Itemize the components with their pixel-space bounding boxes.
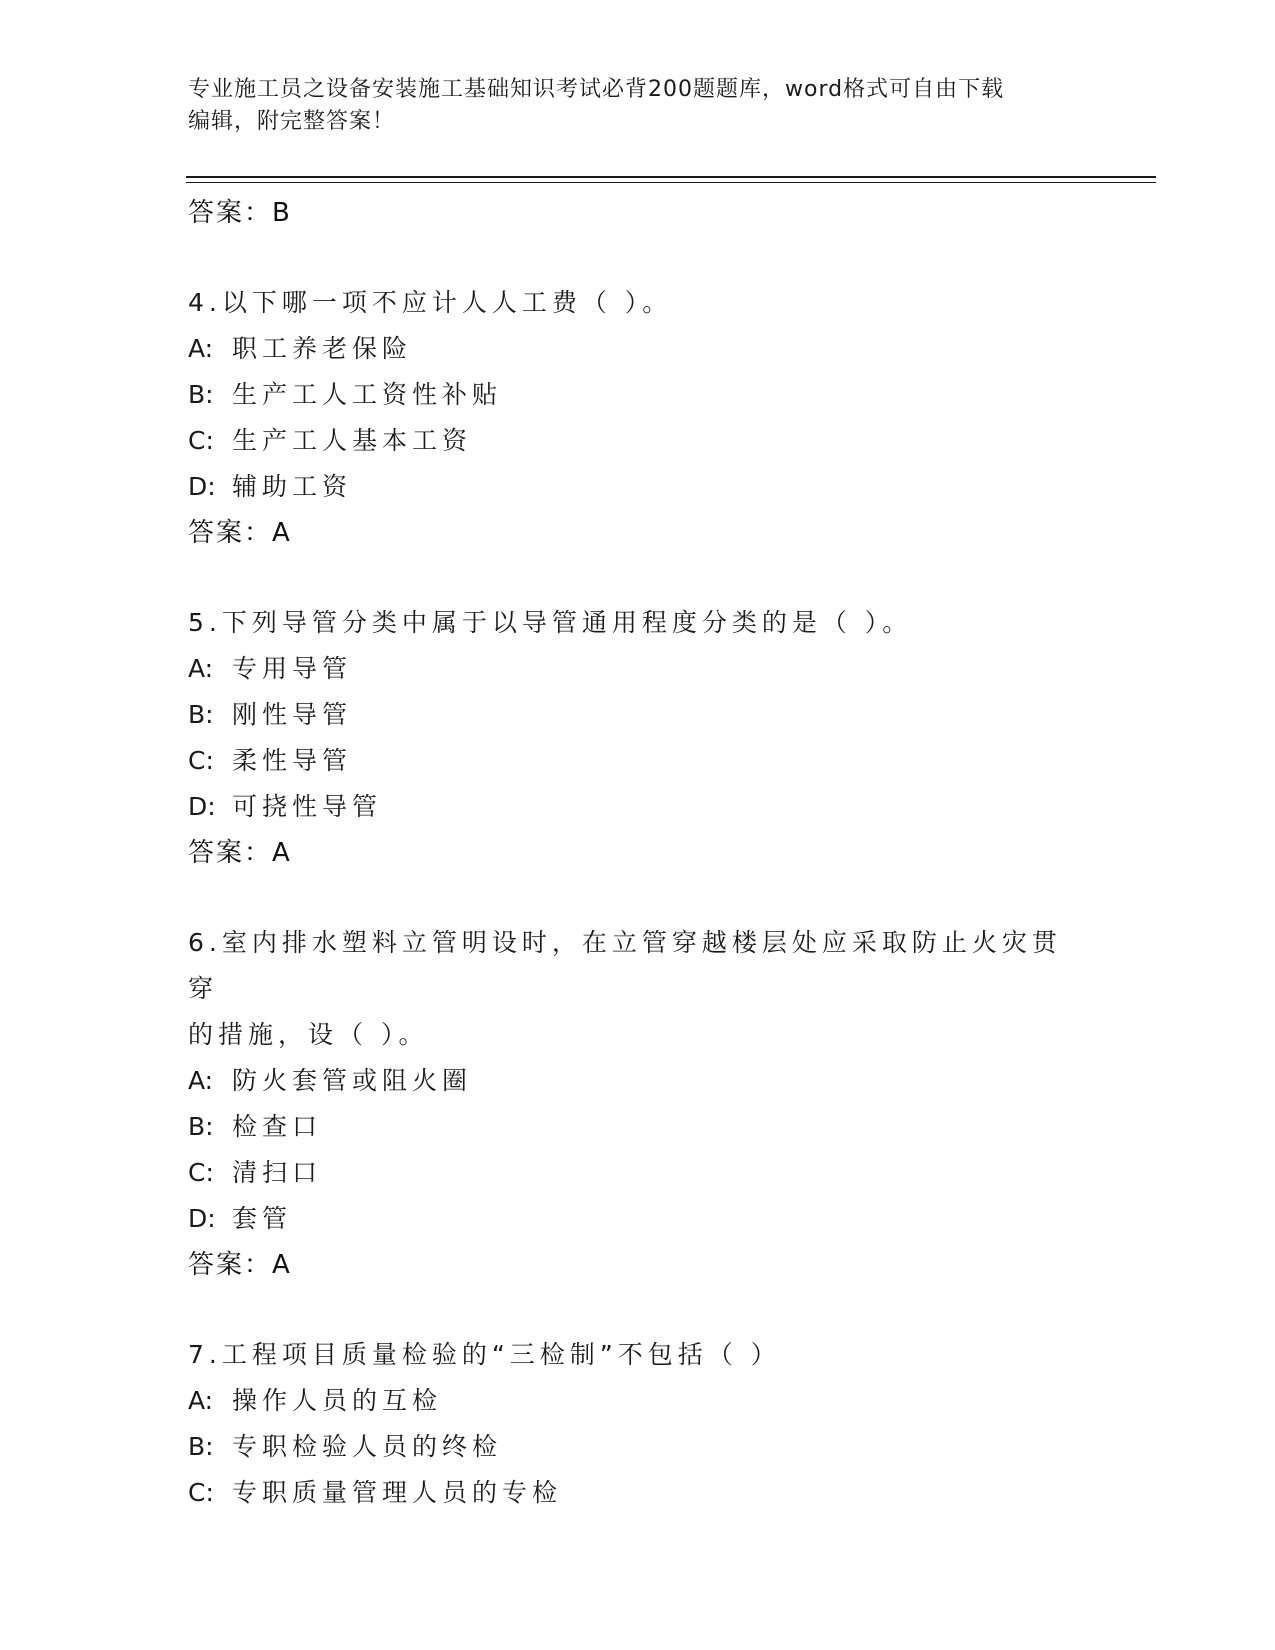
option-letter: B: bbox=[188, 1112, 214, 1141]
option-letter: A: bbox=[188, 1386, 214, 1415]
question-block-5 bbox=[188, 600, 1088, 876]
option-text: 刚性导管 bbox=[232, 700, 353, 729]
question-block-6 bbox=[188, 920, 1088, 1288]
option-text: 清扫口 bbox=[232, 1158, 323, 1187]
option-text: 套管 bbox=[232, 1204, 293, 1233]
option-letter: C: bbox=[188, 1478, 214, 1507]
question-stem: 6.室内排水塑料立管明设时，在立管穿越楼层处应采取防止火灾贯穿 bbox=[188, 928, 1062, 1003]
option-text: 专职检验人员的终检 bbox=[232, 1432, 503, 1461]
option-letter: A: bbox=[188, 654, 214, 683]
question-stem: 7.工程项目质量检验的“三检制”不包括（ ） bbox=[188, 1340, 781, 1369]
option-c bbox=[188, 1150, 1088, 1196]
question-stem-continued: 的措施，设（ ）。 bbox=[188, 1020, 429, 1049]
option-text: 生产工人工资性补贴 bbox=[232, 380, 503, 409]
option-d bbox=[188, 464, 1088, 510]
option-d bbox=[188, 784, 1088, 830]
document-header bbox=[188, 74, 1068, 138]
question-stem: 4.以下哪一项不应计人人工费（ ）。 bbox=[188, 288, 673, 317]
option-a bbox=[188, 1378, 1088, 1424]
option-b bbox=[188, 692, 1088, 738]
header-line-2: 编辑，附完整答案！ bbox=[188, 109, 396, 134]
option-d bbox=[188, 1196, 1088, 1242]
option-letter: A: bbox=[188, 334, 214, 363]
header-divider-thick bbox=[186, 176, 1156, 178]
option-text: 检查口 bbox=[232, 1112, 323, 1141]
option-text: 专用导管 bbox=[232, 654, 353, 683]
question-list bbox=[188, 190, 1088, 1516]
option-text: 专职质量管理人员的专检 bbox=[232, 1478, 563, 1507]
answer-line: 答案：A bbox=[188, 518, 292, 548]
option-letter: D: bbox=[188, 472, 216, 501]
question-stem: 5.下列导管分类中属于以导管通用程度分类的是（ ）。 bbox=[188, 608, 913, 637]
option-letter: B: bbox=[188, 700, 214, 729]
option-text: 生产工人基本工资 bbox=[232, 426, 473, 455]
option-letter: B: bbox=[188, 380, 214, 409]
previous-answer: 答案：B bbox=[188, 198, 292, 228]
option-letter: C: bbox=[188, 426, 214, 455]
question-block-7 bbox=[188, 1332, 1088, 1516]
option-text: 职工养老保险 bbox=[232, 334, 413, 363]
option-text: 操作人员的互检 bbox=[232, 1386, 443, 1415]
question-block-4 bbox=[188, 280, 1088, 556]
option-text: 辅助工资 bbox=[232, 472, 353, 501]
option-letter: D: bbox=[188, 792, 216, 821]
option-text: 可挠性导管 bbox=[232, 792, 383, 821]
option-a bbox=[188, 646, 1088, 692]
option-a bbox=[188, 326, 1088, 372]
option-text: 防火套管或阻火圈 bbox=[232, 1066, 473, 1095]
option-letter: A: bbox=[188, 1066, 214, 1095]
option-letter: C: bbox=[188, 1158, 214, 1187]
option-text: 柔性导管 bbox=[232, 746, 353, 775]
option-a bbox=[188, 1058, 1088, 1104]
option-c bbox=[188, 1470, 1088, 1516]
option-letter: D: bbox=[188, 1204, 216, 1233]
header-divider-thin bbox=[186, 182, 1156, 183]
header-line-1: 专业施工员之设备安装施工基础知识考试必背200题题库，word格式可自由下载 bbox=[188, 77, 1005, 102]
option-letter: C: bbox=[188, 746, 214, 775]
option-c bbox=[188, 738, 1088, 784]
answer-line: 答案：A bbox=[188, 1250, 292, 1280]
option-b bbox=[188, 372, 1088, 418]
option-letter: B: bbox=[188, 1432, 214, 1461]
option-b bbox=[188, 1424, 1088, 1470]
option-b bbox=[188, 1104, 1088, 1150]
option-c bbox=[188, 418, 1088, 464]
answer-line: 答案：A bbox=[188, 838, 292, 868]
